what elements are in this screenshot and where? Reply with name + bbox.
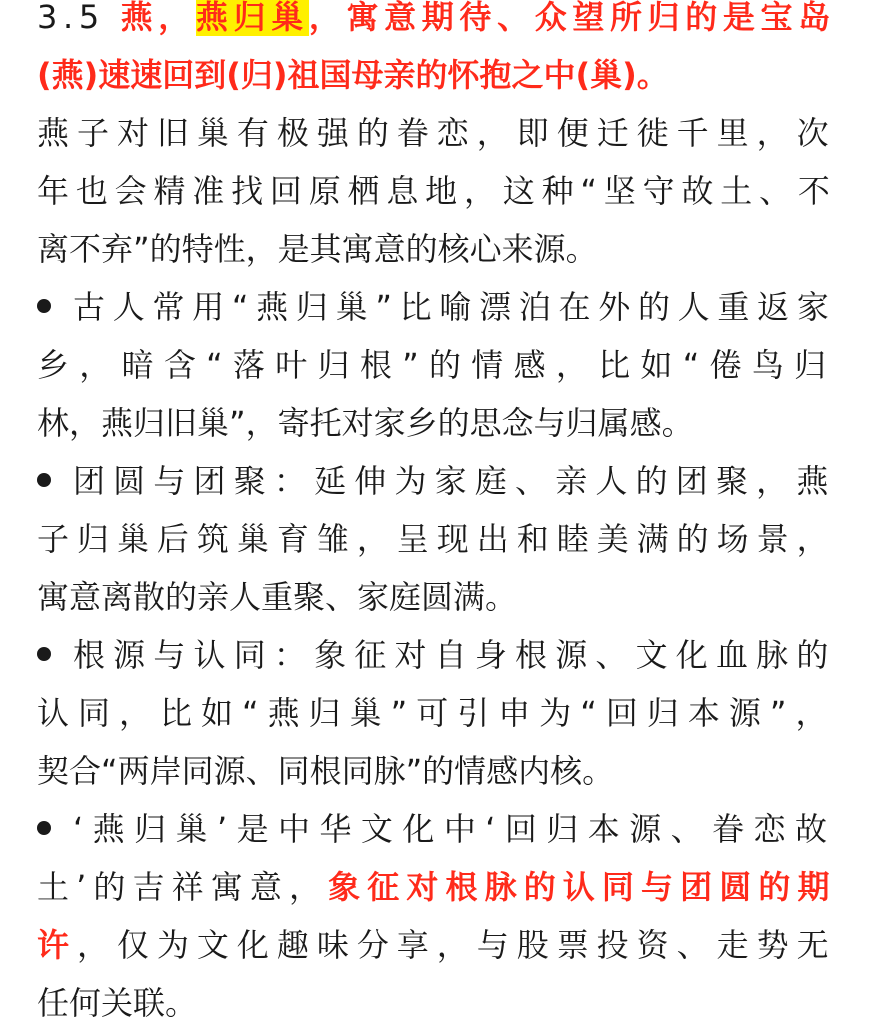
- bullet-text: 林，燕归旧巢”，寄托对家乡的思念与归属感。: [37, 404, 694, 442]
- section-number: 3.5: [37, 0, 105, 36]
- bullet-text: 契合“两岸同源、同根同脉”的情感内核。: [37, 752, 615, 790]
- bullet-line: [37, 336, 837, 394]
- bullet-text: 寓意离散的亲人重聚、家庭圆满。: [37, 578, 518, 616]
- bullet-text: ‘燕归巢’是中华文化中‘回归本源、眷恋故: [73, 810, 837, 848]
- intro-line: [37, 104, 837, 162]
- article: [37, 0, 837, 1032]
- heading-part-1: 燕，: [120, 0, 196, 36]
- intro-text: 燕子对旧巢有极强的眷恋，即便迁徙千里，次: [37, 114, 837, 152]
- intro-text: 离不弃”的特性，是其寓意的核心来源。: [37, 230, 598, 268]
- bullet-text: 土’的吉祥寓意，: [37, 868, 329, 906]
- bullet-line: [37, 510, 837, 568]
- heading-part-2: ，寓意期待、众望所归的是宝岛: [308, 0, 836, 36]
- bullet-text: 古人常用“燕归巢”比喻漂泊在外的人重返家: [73, 288, 837, 326]
- bullet-line: [37, 742, 837, 800]
- bullet-text: 根源与认同：象征对自身根源、文化血脉的: [73, 636, 837, 674]
- bullet-text: 任何关联。: [37, 984, 198, 1022]
- bullet-dot-icon: [37, 473, 51, 487]
- bullet-text: 乡，暗含“落叶归根”的情感，比如“倦鸟归: [37, 346, 837, 384]
- bullet-dot-icon: [37, 299, 51, 313]
- heading-text: [37, 0, 836, 46]
- bullet-line: [37, 626, 837, 684]
- bullet-text: 认同，比如“燕归巢”可引申为“回归本源”，: [37, 694, 837, 732]
- intro-line: [37, 162, 837, 220]
- bullet-text: ，仅为文化趣味分享，与股票投资、走势无: [76, 926, 837, 964]
- intro-line: [37, 220, 837, 278]
- bullet-dot-icon: [37, 821, 51, 835]
- bullet-line: [37, 916, 837, 974]
- bullet-text: 子归巢后筑巢育雏，呈现出和睦美满的场景，: [37, 520, 837, 558]
- bullet-dot-icon: [37, 647, 51, 661]
- bullet-line: [37, 452, 837, 510]
- intro-text: 年也会精准找回原栖息地，这种“坚守故土、不: [37, 172, 837, 210]
- heading-line-1: [37, 0, 837, 46]
- bullet-line: [37, 394, 837, 452]
- bullet-line: [37, 684, 837, 742]
- heading-part-3: (燕)速速回到(归)祖国母亲的怀抱之中(巢)。: [37, 56, 669, 94]
- bullet-emphasis: 许: [37, 926, 77, 964]
- bullet-line: [37, 568, 837, 626]
- highlighted-term: 燕归巢: [195, 0, 309, 36]
- bullet-line: [37, 858, 837, 916]
- bullet-line: [37, 974, 837, 1032]
- bullet-line: [37, 800, 837, 858]
- bullet-line: [37, 278, 837, 336]
- heading-line-2: [37, 46, 837, 104]
- bullet-emphasis: 象征对根脉的认同与团圆的期: [328, 868, 837, 906]
- bullet-text: 团圆与团聚：延伸为家庭、亲人的团聚，燕: [73, 462, 837, 500]
